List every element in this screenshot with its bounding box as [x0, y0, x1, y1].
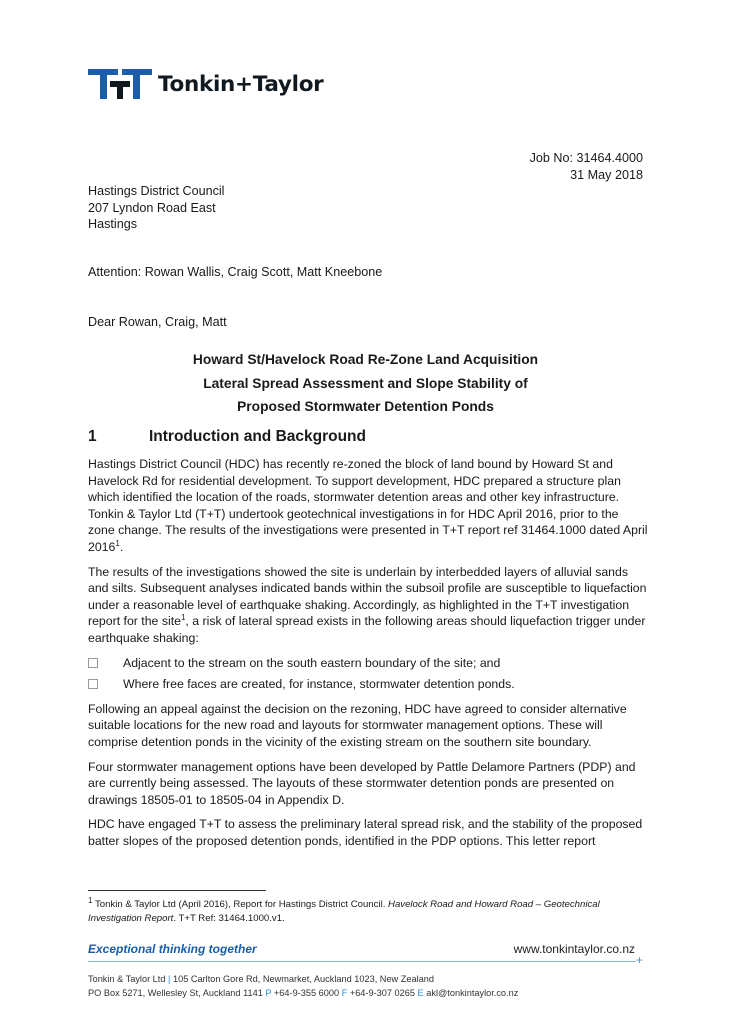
- footer-line: PO Box 5271, Wellesley St, Auckland 1141 P +64-9-355 6000 F +64-9-307 0265 E akl@tonkintaylor.co.nz: [88, 988, 519, 998]
- title-line: Lateral Spread Assessment and Slope Stability of: [203, 375, 528, 391]
- letter-body: [88, 456, 648, 857]
- footnote-divider: [88, 890, 266, 891]
- bullet-box-icon: [88, 679, 98, 689]
- brand-tagline: Exceptional thinking together: [88, 942, 257, 956]
- recipient-line: 207 Lyndon Road East: [88, 200, 216, 215]
- footnote-mark: 1: [88, 895, 93, 905]
- email-link[interactable]: akl@tonkintaylor.co.nz: [426, 988, 519, 998]
- attention-line: Attention: Rowan Wallis, Craig Scott, Matt Kneebone: [88, 265, 383, 279]
- title-line: Howard St/Havelock Road Re-Zone Land Acquisition: [192, 352, 539, 367]
- logo-wordmark: Tonkin+Taylor: [158, 71, 324, 97]
- paragraph: Hastings District Council (HDC) has recently re-zoned the block of land bound by Howard St and Havelock Rd for residential development. To support development, HDC prepared a structure plan which identified the location of the roads, stormwater detention areas and other key infrastructure. Tonkin & Taylor Ltd (T+T) undertook geotechnical investigations in for HDC April 2016, prior to the zone change. The results of the investigations were presented in T+T report ref 31464.1000 dated April 2016$^1$.: [88, 457, 648, 554]
- job-number: Job No: 31464.4000: [529, 151, 643, 165]
- footer-divider: [88, 961, 636, 962]
- letter-date: 31 May 2018: [570, 167, 643, 182]
- salutation: Dear Rowan, Craig, Matt: [88, 315, 227, 329]
- footnote-ref: 1: [180, 613, 186, 623]
- paragraph: Four stormwater management options have been developed by Pattle Delamore Partners (PDP) and are currently being assessed. The layouts of these stormwater detention ponds are presented on drawings 18505-01 to 18505-04 in Appendix D.: [88, 759, 636, 807]
- paragraph: The results of the investigations showed the site is underlain by interbedded layers of alluvial sands and silts. Subsequent analyses indicated bands within the subsoil profile are susceptible to liquefaction under a reasonable level of earthquake shaking. Accordingly, as highlighted in the T+T investigation report for the site$^1$, a risk of lateral spread exists in the following areas should liquefaction trigger under earthquake shaking:: [88, 564, 647, 645]
- letter-meta: [530, 150, 643, 183]
- bullet-list: [88, 655, 648, 693]
- separator: |: [168, 974, 171, 984]
- company-logo: [88, 67, 323, 101]
- list-item: Where free faces are created, for instance, stormwater detention ponds.: [88, 676, 648, 693]
- plus-icon: +: [636, 953, 644, 967]
- recipient-address: [88, 183, 224, 233]
- fax-number: +64-9-307 0265: [349, 988, 415, 998]
- section-title: Introduction and Background: [149, 428, 366, 445]
- company-footer: [88, 972, 518, 1000]
- recipient-line: Hastings: [88, 217, 137, 231]
- website-link[interactable]: www.tonkintaylor.co.nz: [513, 942, 635, 956]
- list-item: Adjacent to the stream on the south eastern boundary of the site; and: [88, 655, 648, 672]
- section-number: 1: [88, 428, 97, 445]
- tt-logo-mark-icon: [88, 67, 152, 101]
- paragraph: HDC have engaged T+T to assess the preliminary lateral spread risk, and the stability of the proposed batter slopes of the proposed detention ponds, identified in the PDP options. This letter report: [88, 817, 643, 848]
- title-line: Proposed Stormwater Detention Ponds: [237, 399, 494, 414]
- paragraph: Following an appeal against the decision on the rezoning, HDC have agreed to consider alternative suitable locations for the new road and layouts for stormwater management options. These will comprise detention ponds in the vicinity of the existing stream on the southern site boundary.: [88, 701, 627, 749]
- footnote: $^1$ Tonkin & Taylor Ltd (April 2016), Report for Hastings District Council. Havelock Road and Howard Road – Geotechnical Investigation Report. T+T Ref: 31464.1000.v1.: [88, 895, 600, 924]
- phone-number: +64-9-355 6000: [273, 988, 340, 998]
- recipient-line: Hastings District Council: [88, 184, 225, 198]
- bullet-box-icon: [88, 658, 98, 668]
- section-heading: [88, 428, 366, 446]
- footer-line: Tonkin & Taylor Ltd | 105 Carlton Gore Rd, Newmarket, Auckland 1023, New Zealand: [88, 974, 434, 984]
- letter-title: [88, 348, 643, 419]
- footnote-ref: 1: [115, 538, 120, 548]
